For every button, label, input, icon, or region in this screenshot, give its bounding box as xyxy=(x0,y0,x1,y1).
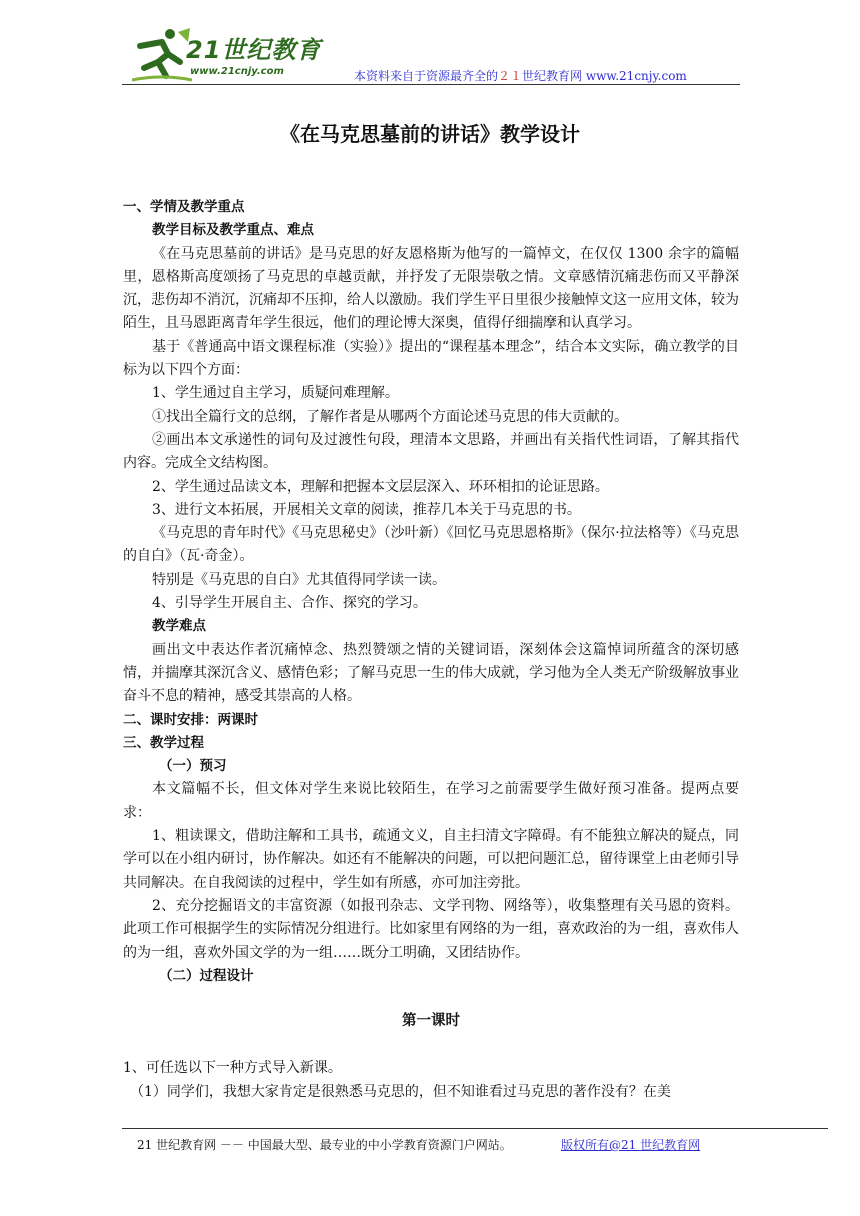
header-note-number: ２１ xyxy=(498,69,523,83)
section-heading-2: 二、课时安排：两课时 xyxy=(123,711,258,728)
header-note-suffix[interactable]: 世纪教育网 www.21cnjy.com xyxy=(522,69,687,83)
document-body xyxy=(123,196,739,1104)
subheading-process: （二）过程设计 xyxy=(159,967,254,984)
list-item: 1、学生通过自主学习，质疑问难理解。 xyxy=(152,385,399,402)
subheading-goals: 教学目标及教学重点、难点 xyxy=(152,222,314,239)
paragraph: 《在马克思墓前的讲话》是马克思的好友恩格斯为他写的一篇悼文，在仅仅 1300 余字的篇幅里，恩格斯高度颂扬了马克思的卓越贡献，并抒发了无限崇敬之情。文章感情沉痛悲伤而又平静深沉，悲伤却不消沉，沉痛却不压抑，给人以激励。我们学生平日里很少接触悼文这一应用文体，较为陌生，且马恩距离青年学生很远，他们的理论博大深奥，值得仔细揣摩和认真学习。 xyxy=(123,245,739,332)
document-title: 《在马克思墓前的讲话》教学设计 xyxy=(280,122,580,146)
book-list: 《马克思的青年时代》《马克思秘史》（沙叶新）《回忆马克思恩格斯》（保尔·拉法格等）《马克思的自白》（瓦·奇金）。 xyxy=(123,525,739,565)
paragraph: 画出文中表达作者沉痛悼念、热烈赞颂之情的关键词语，深刻体会这篇悼词所蕴含的深切感情，并揣摩其深沉含义、感情色彩；了解马克思一生的伟大成就，学习他为全人类无产阶级解放事业奋斗不息的精神，感受其崇高的人格。 xyxy=(123,641,739,705)
page-footer xyxy=(137,1136,701,1153)
copyright-link[interactable]: 版权所有@21 世纪教育网 xyxy=(561,1138,701,1152)
header-source-note xyxy=(354,67,687,84)
paragraph: 1、粗读课文，借助注解和工具书，疏通文义，自主扫清文字障碍。有不能独立解决的疑点，同学可以在小组内研讨，协作解决。如还有不能解决的问题，可以把问题汇总，留待课堂上由老师引导共同解决。在自我阅读的过程中，学生如有所感，亦可加注旁批。 xyxy=(123,828,739,891)
subheading-difficulty: 教学难点 xyxy=(152,618,206,635)
footer-text: 21 世纪教育网 －－ 中国最大型、最专业的中小学教育资源门户网站。 xyxy=(137,1138,512,1152)
list-item: 2、学生通过品读文本，理解和把握本文层层深入、环环相扣的论证思路。 xyxy=(152,478,609,495)
logo-title: 21世纪教育 xyxy=(186,36,322,64)
paragraph: 特别是《马克思的自白》尤其值得同学读一读。 xyxy=(152,571,446,588)
paragraph: 基于《普通高中语文课程标准（实验）》提出的“课程基本理念”，结合本文实际，确立教学的目标为以下四个方面： xyxy=(123,338,739,379)
list-item: ①找出全篇行文的总纲，了解作者是从哪两个方面论述马克思的伟大贡献的。 xyxy=(152,408,628,425)
list-item: ②画出本文承递性的词句及过渡性句段，理清本文思路，并画出有关指代性词语，了解其指代内容。完成全文结构图。 xyxy=(123,431,739,472)
list-item: 4、引导学生开展自主、合作、探究的学习。 xyxy=(152,595,427,612)
header-note-prefix: 本资料来自于资源最齐全的 xyxy=(354,69,499,83)
logo-url: www.21cnjy.com xyxy=(190,66,284,77)
page-header xyxy=(0,0,860,92)
list-item: 3、进行文本拓展，开展相关文章的阅读，推荐几本关于马克思的书。 xyxy=(152,501,581,518)
subheading-preview: （一）预习 xyxy=(159,758,227,775)
header-divider xyxy=(122,84,740,85)
runner-logo-icon xyxy=(132,24,192,84)
paragraph: 本文篇幅不长，但文体对学生来说比较陌生，在学习之前需要学生做好预习准备。提两点要求： xyxy=(123,781,739,821)
footer-divider xyxy=(122,1128,828,1129)
paragraph: （1）同学们，我想大家肯定是很熟悉马克思的，但不知谁看过马克思的著作没有？在美 xyxy=(130,1083,671,1100)
lesson-heading: 第一课时 xyxy=(402,1013,460,1030)
paragraph: 2、充分挖掘语文的丰富资源（如报刊杂志、文学刊物、网络等），收集整理有关马恩的资料。此项工作可根据学生的实际情况分组进行。比如家里有网络的为一组，喜欢政治的为一组，喜欢伟人的为一组，喜欢外国文学的为一组……既分工明确，又团结协作。 xyxy=(123,897,739,961)
section-heading-3: 三、教学过程 xyxy=(123,734,204,751)
paragraph: 1、可任选以下一种方式导入新课。 xyxy=(123,1060,342,1077)
site-logo[interactable] xyxy=(132,24,332,84)
section-heading-1: 一、学情及教学重点 xyxy=(123,199,245,215)
